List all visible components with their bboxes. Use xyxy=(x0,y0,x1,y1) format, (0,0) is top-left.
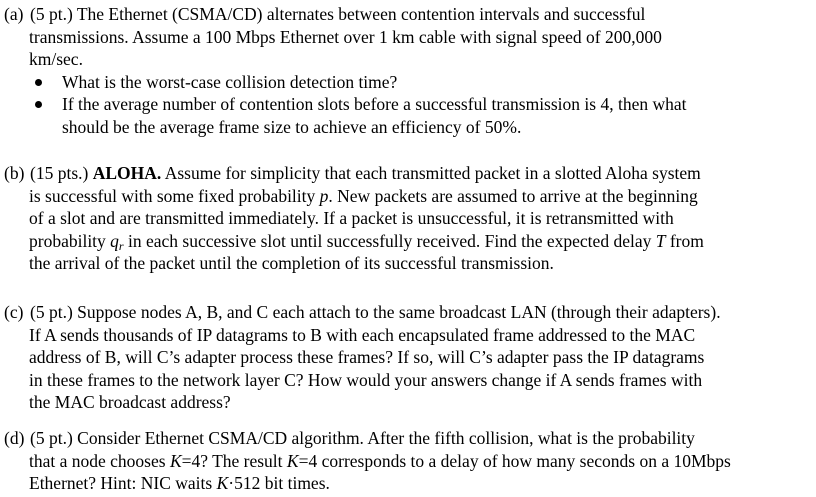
question-d xyxy=(4,427,810,495)
question-b-line-4: probability $q_r$ in each successive slot until successfully received. Find the expected delay T from xyxy=(29,230,704,253)
variable-k: K xyxy=(216,473,229,494)
question-b-label: (b) xyxy=(4,163,25,183)
question-b-points: (15 pts.) xyxy=(30,163,89,183)
variable-k: K xyxy=(286,450,299,471)
subscript-r: r xyxy=(118,238,124,253)
question-a xyxy=(4,3,810,139)
question-a-line-2: transmissions. Assume a 100 Mbps Ethernet over 1 km cable with signal speed of 200,000 xyxy=(29,26,662,47)
question-b xyxy=(4,162,810,275)
question-d-line-3: Ethernet? Hint: NIC waits K·512 bit times. xyxy=(29,473,330,494)
question-c-line-1: (5 pt.) Suppose nodes A, B, and C each attach to the same broadcast LAN (through their adapters). xyxy=(30,302,721,322)
variable-k: K xyxy=(169,450,182,471)
question-a-bullet-1: What is the worst-case collision detection time? xyxy=(4,71,810,94)
question-a-bullet-2: If the average number of contention slots before a successful transmission is 4, then what should be the average frame size to achieve an efficiency of 50%. xyxy=(4,93,810,138)
bullet-icon xyxy=(35,101,42,108)
question-a-line-3: km/sec. xyxy=(29,49,83,70)
question-b-line-2: is successful with some fixed probability p. New packets are assumed to arrive at the beginning xyxy=(29,185,698,206)
question-b-line-1: (15 pts.) ALOHA. Assume for simplicity that each transmitted packet in a slotted Aloha system xyxy=(30,163,701,183)
question-c xyxy=(4,301,810,414)
question-c-line-4: in these frames to the network layer C? How would your answers change if A sends frames with xyxy=(29,369,703,390)
question-c-line-2: If A sends thousands of IP datagrams to B with each encapsulated frame addressed to the MAC xyxy=(29,324,696,345)
bullet-icon xyxy=(35,79,42,86)
question-d-line-2: that a node chooses K=4? The result K=4 corresponds to a delay of how many seconds on a 10Mbps xyxy=(29,450,731,471)
question-a-line-1: (5 pt.) The Ethernet (CSMA/CD) alternates between contention intervals and successful xyxy=(30,4,646,24)
variable-q: q xyxy=(110,230,119,251)
question-d-label: (d) xyxy=(4,428,25,448)
variable-p: p xyxy=(319,185,329,206)
question-c-label: (c) xyxy=(4,302,24,322)
variable-t: T xyxy=(655,230,666,251)
question-c-line-3: address of B, will C’s adapter process these frames? If so, will C’s adapter pass the IP datagrams xyxy=(29,347,705,368)
question-d-line-1: (5 pt.) Consider Ethernet CSMA/CD algorithm. After the fifth collision, what is the probability xyxy=(30,428,695,448)
question-b-title: ALOHA. xyxy=(92,163,162,183)
question-b-line-5: the arrival of the packet until the completion of its successful transmission. xyxy=(29,253,554,274)
question-b-line-3: of a slot and are transmitted immediately. If a packet is unsuccessful, it is retransmitted with xyxy=(29,208,674,229)
question-a-bullets xyxy=(4,71,810,139)
question-a-label: (a) xyxy=(4,4,24,24)
question-c-line-5: the MAC broadcast address? xyxy=(29,392,231,413)
